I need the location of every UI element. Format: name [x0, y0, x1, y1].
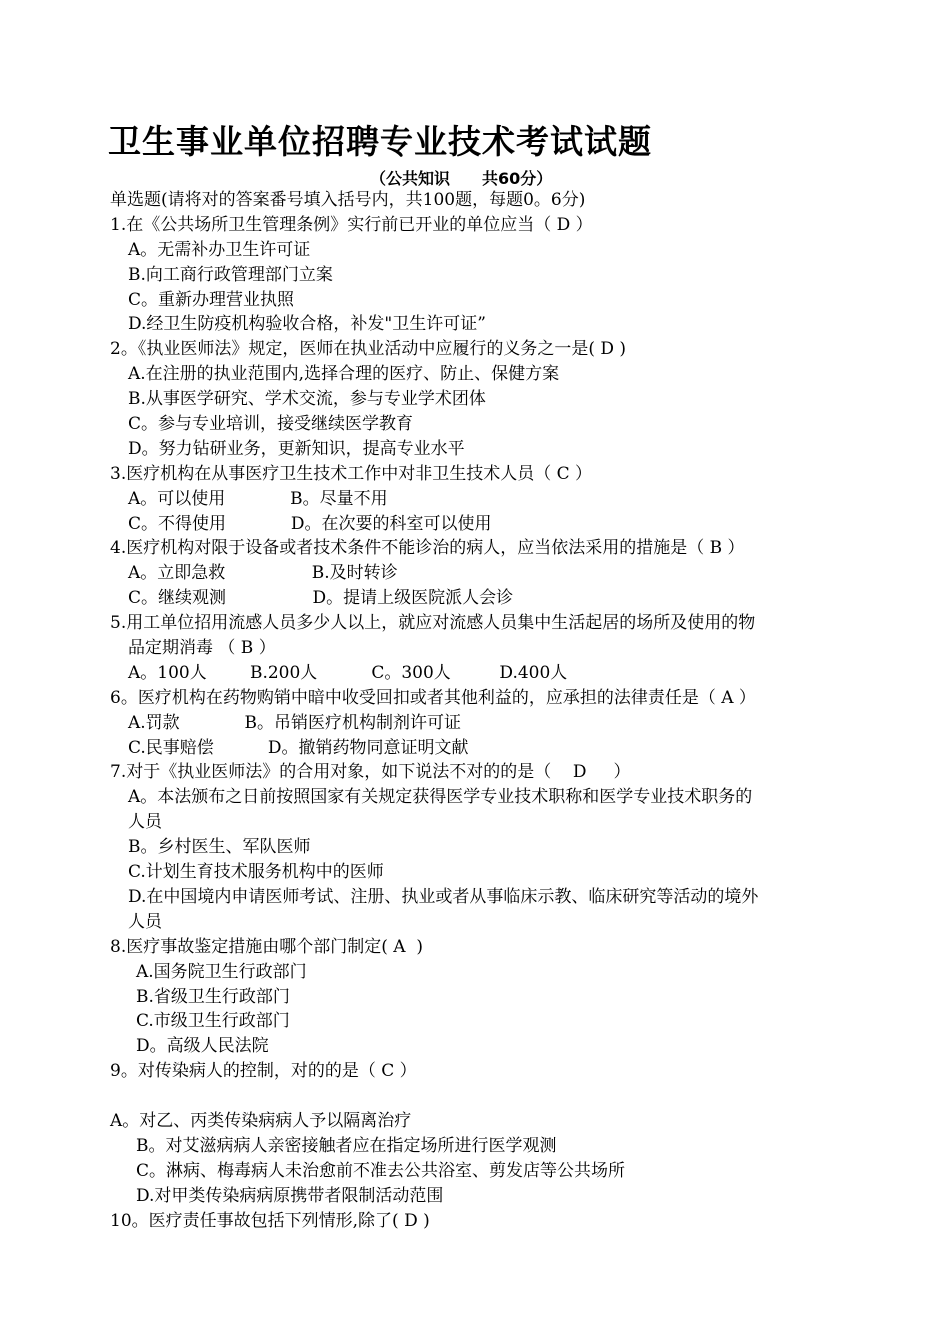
q2-option-b: B.从事医学研究、学术交流，参与专业学术团体 [128, 389, 486, 410]
q2-option-d: D。努力钻研业务，更新知识，提高专业水平 [128, 438, 465, 459]
question-9: 9。对传染病人的控制，对的的是（ C ） [110, 1061, 417, 1082]
q9-option-a: A。对乙、丙类传染病病人予以隔离治疗 [110, 1110, 412, 1131]
q1-option-a: A。无需补办卫生许可证 [128, 239, 311, 260]
question-6: 6。医疗机构在药物购销中暗中收受回扣或者其他利益的，应承担的法律责任是（ A ） [110, 687, 756, 708]
q7-option-c: C.计划生育技术服务机构中的医师 [128, 862, 384, 883]
q2-option-a: A.在注册的执业范围内,选择合理的医疗、防止、保健方案 [128, 364, 560, 385]
question-10: 10。医疗责任事故包括下列情形,除了( D ) [110, 1210, 430, 1231]
q7-option-d-continued: 人员 [128, 911, 162, 932]
question-3: 3.医疗机构在从事医疗卫生技术工作中对非卫生技术人员（ C ） [110, 463, 593, 484]
q9-option-b: B。对艾滋病病人亲密接触者应在指定场所进行医学观测 [136, 1135, 557, 1156]
q3-options-cd: C。不得使用 D。在次要的科室可以使用 [128, 513, 492, 534]
q4-options-cd: C。继续观测 D。提请上级医院派人会诊 [128, 588, 514, 609]
q6-options-ab: A.罚款 B。吊销医疗机构制剂许可证 [128, 712, 462, 733]
q8-option-b: B.省级卫生行政部门 [136, 986, 290, 1007]
question-2: 2。《执业医师法》规定，医师在执业活动中应履行的义务之一是( D ) [110, 339, 627, 360]
blank-gap [0, 1084, 950, 1109]
q5-options: A。100人 B.200人 C。300人 D.400人 [128, 662, 568, 683]
q8-option-d: D。高级人民法院 [136, 1036, 269, 1057]
question-5: 5.用工单位招用流感人员多少人以上，就应对流感人员集中生活起居的场所及使用的物 [110, 613, 756, 634]
question-1: 1.在《公共场所卫生管理条例》实行前已开业的单位应当（ D ） [110, 214, 593, 235]
q7-option-a-continued: 人员 [128, 812, 162, 833]
q1-option-b: B.向工商行政管理部门立案 [128, 264, 333, 285]
question-5-continued: 品定期消毒 （ B ） [128, 638, 276, 659]
section-instruction: 单选题(请将对的答案番号填入括号内，共100题，每题0。6分) [110, 190, 586, 210]
q7-option-d: D.在中国境内申请医师考试、注册、执业或者从事临床示教、临床研究等活动的境外 [128, 886, 759, 907]
question-list [0, 188, 950, 1233]
q4-options-ab: A。立即急救 B.及时转诊 [128, 563, 398, 584]
question-4: 4.医疗机构对限于设备或者技术条件不能诊治的病人，应当依法采用的措施是（ B ） [110, 538, 745, 559]
q7-option-a: A。本法颁布之日前按照国家有关规定获得医学专业技术职称和医学专业技术职务的 [128, 787, 753, 808]
document-subtitle: （公共知识 共60分） [370, 169, 553, 188]
q9-option-c: C。淋病、梅毒病人未治愈前不准去公共浴室、剪发店等公共场所 [136, 1160, 626, 1181]
q3-options-ab: A。可以使用 B。尽量不用 [128, 488, 388, 509]
q1-option-c: C。重新办理营业执照 [128, 289, 295, 310]
q8-option-a: A.国务院卫生行政部门 [136, 961, 307, 982]
q9-option-d: D.对甲类传染病病原携带者限制活动范围 [136, 1185, 444, 1206]
q6-options-cd: C.民事赔偿 D。撤销药物同意证明文献 [128, 737, 469, 758]
question-8: 8.医疗事故鉴定措施由哪个部门制定( A ) [110, 936, 423, 957]
document-title: 卫生事业单位招聘专业技术考试试题 [108, 122, 652, 161]
q2-option-c: C。参与专业培训，接受继续医学教育 [128, 414, 414, 435]
q1-option-d: D.经卫生防疫机构验收合格，补发"卫生许可证” [128, 314, 486, 335]
q7-option-b: B。乡村医生、军队医师 [128, 837, 311, 858]
q8-option-c: C.市级卫生行政部门 [136, 1011, 290, 1032]
question-7: 7.对于《执业医师法》的合用对象，如下说法不对的的是（ D ） [110, 762, 631, 783]
